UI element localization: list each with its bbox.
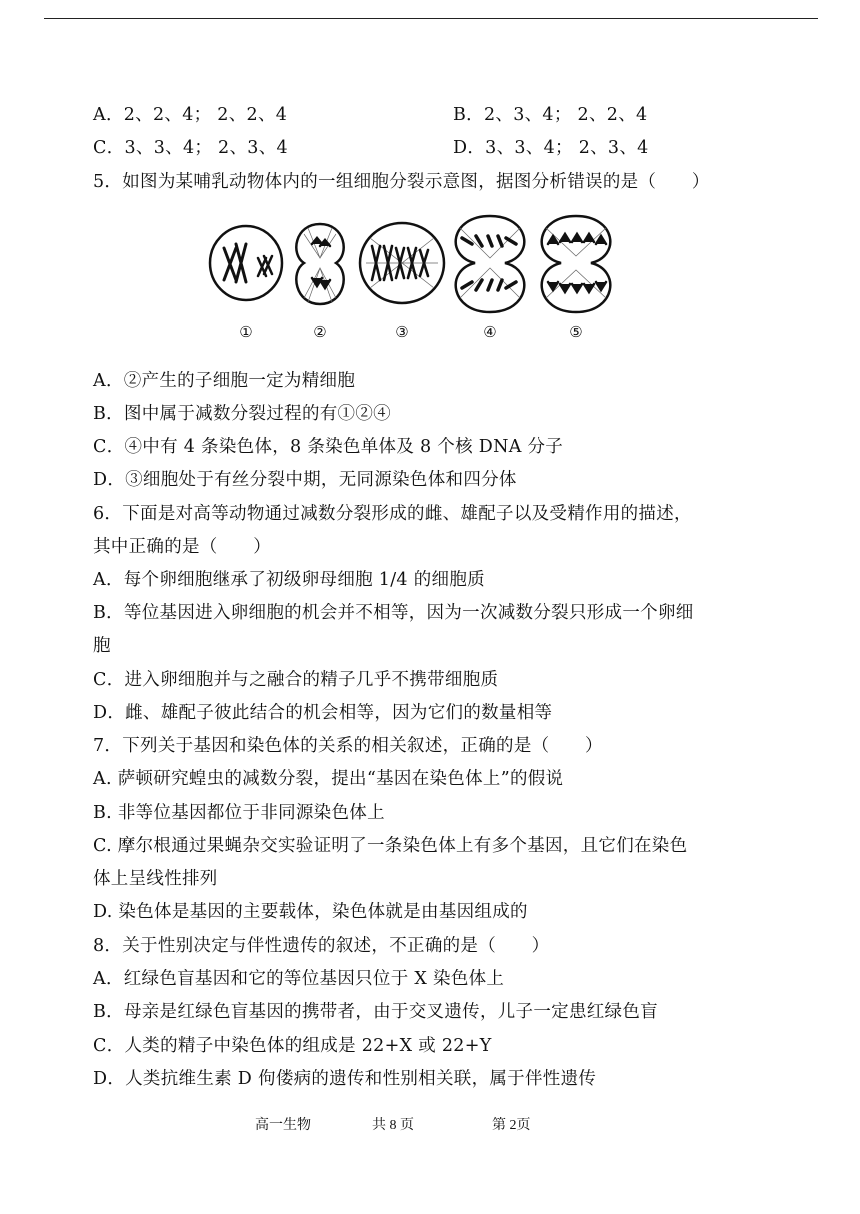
q6-option-a: A．每个卵细胞继承了初级卵母细胞 1/4 的细胞质	[93, 570, 485, 590]
q8-option-c: C．人类的精子中染色体的组成是 22+X 或 22+Y	[93, 1036, 492, 1056]
footer-subject: 高一生物	[255, 1118, 311, 1133]
q7-option-b: B. 非等位基因都位于非同源染色体上	[93, 803, 385, 823]
header-rule	[44, 18, 818, 19]
q6-option-c: C．进入卵细胞并与之融合的精子几乎不携带细胞质	[93, 670, 499, 690]
q6-option-d: D．雌、雄配子彼此结合的机会相等，因为它们的数量相等	[93, 703, 553, 723]
q7-option-c: C. 摩尔根通过果蝇杂交实验证明了一条染色体上有多个基因，且它们在染色	[93, 836, 688, 856]
q5-stem: 5．如图为某哺乳动物体内的一组细胞分裂示意图，据图分析错误的是（ ）	[93, 172, 710, 192]
q8-option-b: B．母亲是红绿色盲基因的携带者，由于交叉遗传，儿子一定患红绿色盲	[93, 1002, 658, 1022]
q5-option-d: D．③细胞处于有丝分裂中期，无同源染色体和四分体	[93, 470, 517, 490]
q4-option-c: C．3、3、4； 2、3、4	[93, 138, 288, 158]
figure-label-5: ⑤	[569, 323, 583, 341]
cell-1-outline	[210, 226, 282, 300]
q4-option-d: D．3、3、4； 2、3、4	[453, 138, 649, 158]
footer-page-number: 第 2页	[492, 1118, 531, 1133]
q7-option-d: D. 染色体是基因的主要载体，染色体就是由基因组成的	[93, 902, 528, 922]
q7-option-c-cont: 体上呈线性排列	[93, 869, 218, 889]
q4-option-a: A．2、2、4； 2、2、4	[93, 105, 288, 125]
q7-option-a: A. 萨顿研究蝗虫的减数分裂，提出“基因在染色体上”的假说	[93, 769, 564, 789]
cell-division-diagram	[200, 208, 630, 320]
q5-option-c: C．④中有 4 条染色体，8 条染色单体及 8 个核 DNA 分子	[93, 437, 564, 457]
footer-total-pages: 共 8 页	[372, 1118, 414, 1133]
q8-stem: 8．关于性别决定与伴性遗传的叙述，不正确的是（ ）	[93, 936, 550, 956]
q6-stem-line1: 6．下面是对高等动物通过减数分裂形成的雌、雄配子以及受精作用的描述，	[93, 504, 692, 524]
figure-label-4: ④	[483, 323, 497, 341]
q6-option-b-cont: 胞	[93, 636, 111, 656]
figure-label-2: ②	[313, 323, 327, 341]
q8-option-d: D．人类抗维生素 D 佝偻病的遗传和性别相关联，属于伴性遗传	[93, 1069, 597, 1089]
cell-2-outline	[296, 224, 343, 304]
figure-label-3: ③	[395, 323, 409, 341]
q5-option-b: B．图中属于减数分裂过程的有①②④	[93, 404, 391, 424]
figure-label-1: ①	[239, 323, 253, 341]
q7-stem: 7．下列关于基因和染色体的关系的相关叙述，正确的是（ ）	[93, 736, 603, 756]
q6-stem-line2: 其中正确的是（ ）	[93, 537, 271, 557]
q5-option-a: A．②产生的子细胞一定为精细胞	[93, 371, 356, 391]
cell-4-outline	[456, 216, 525, 312]
q8-option-a: A．红绿色盲基因和它的等位基因只位于 X 染色体上	[93, 969, 505, 989]
cell-division-figure	[200, 208, 630, 348]
cell-5-outline	[542, 216, 611, 312]
q4-option-b: B．2、3、4； 2、2、4	[453, 105, 648, 125]
q6-option-b: B．等位基因进入卵细胞的机会并不相等，因为一次减数分裂只形成一个卵细	[93, 603, 694, 623]
